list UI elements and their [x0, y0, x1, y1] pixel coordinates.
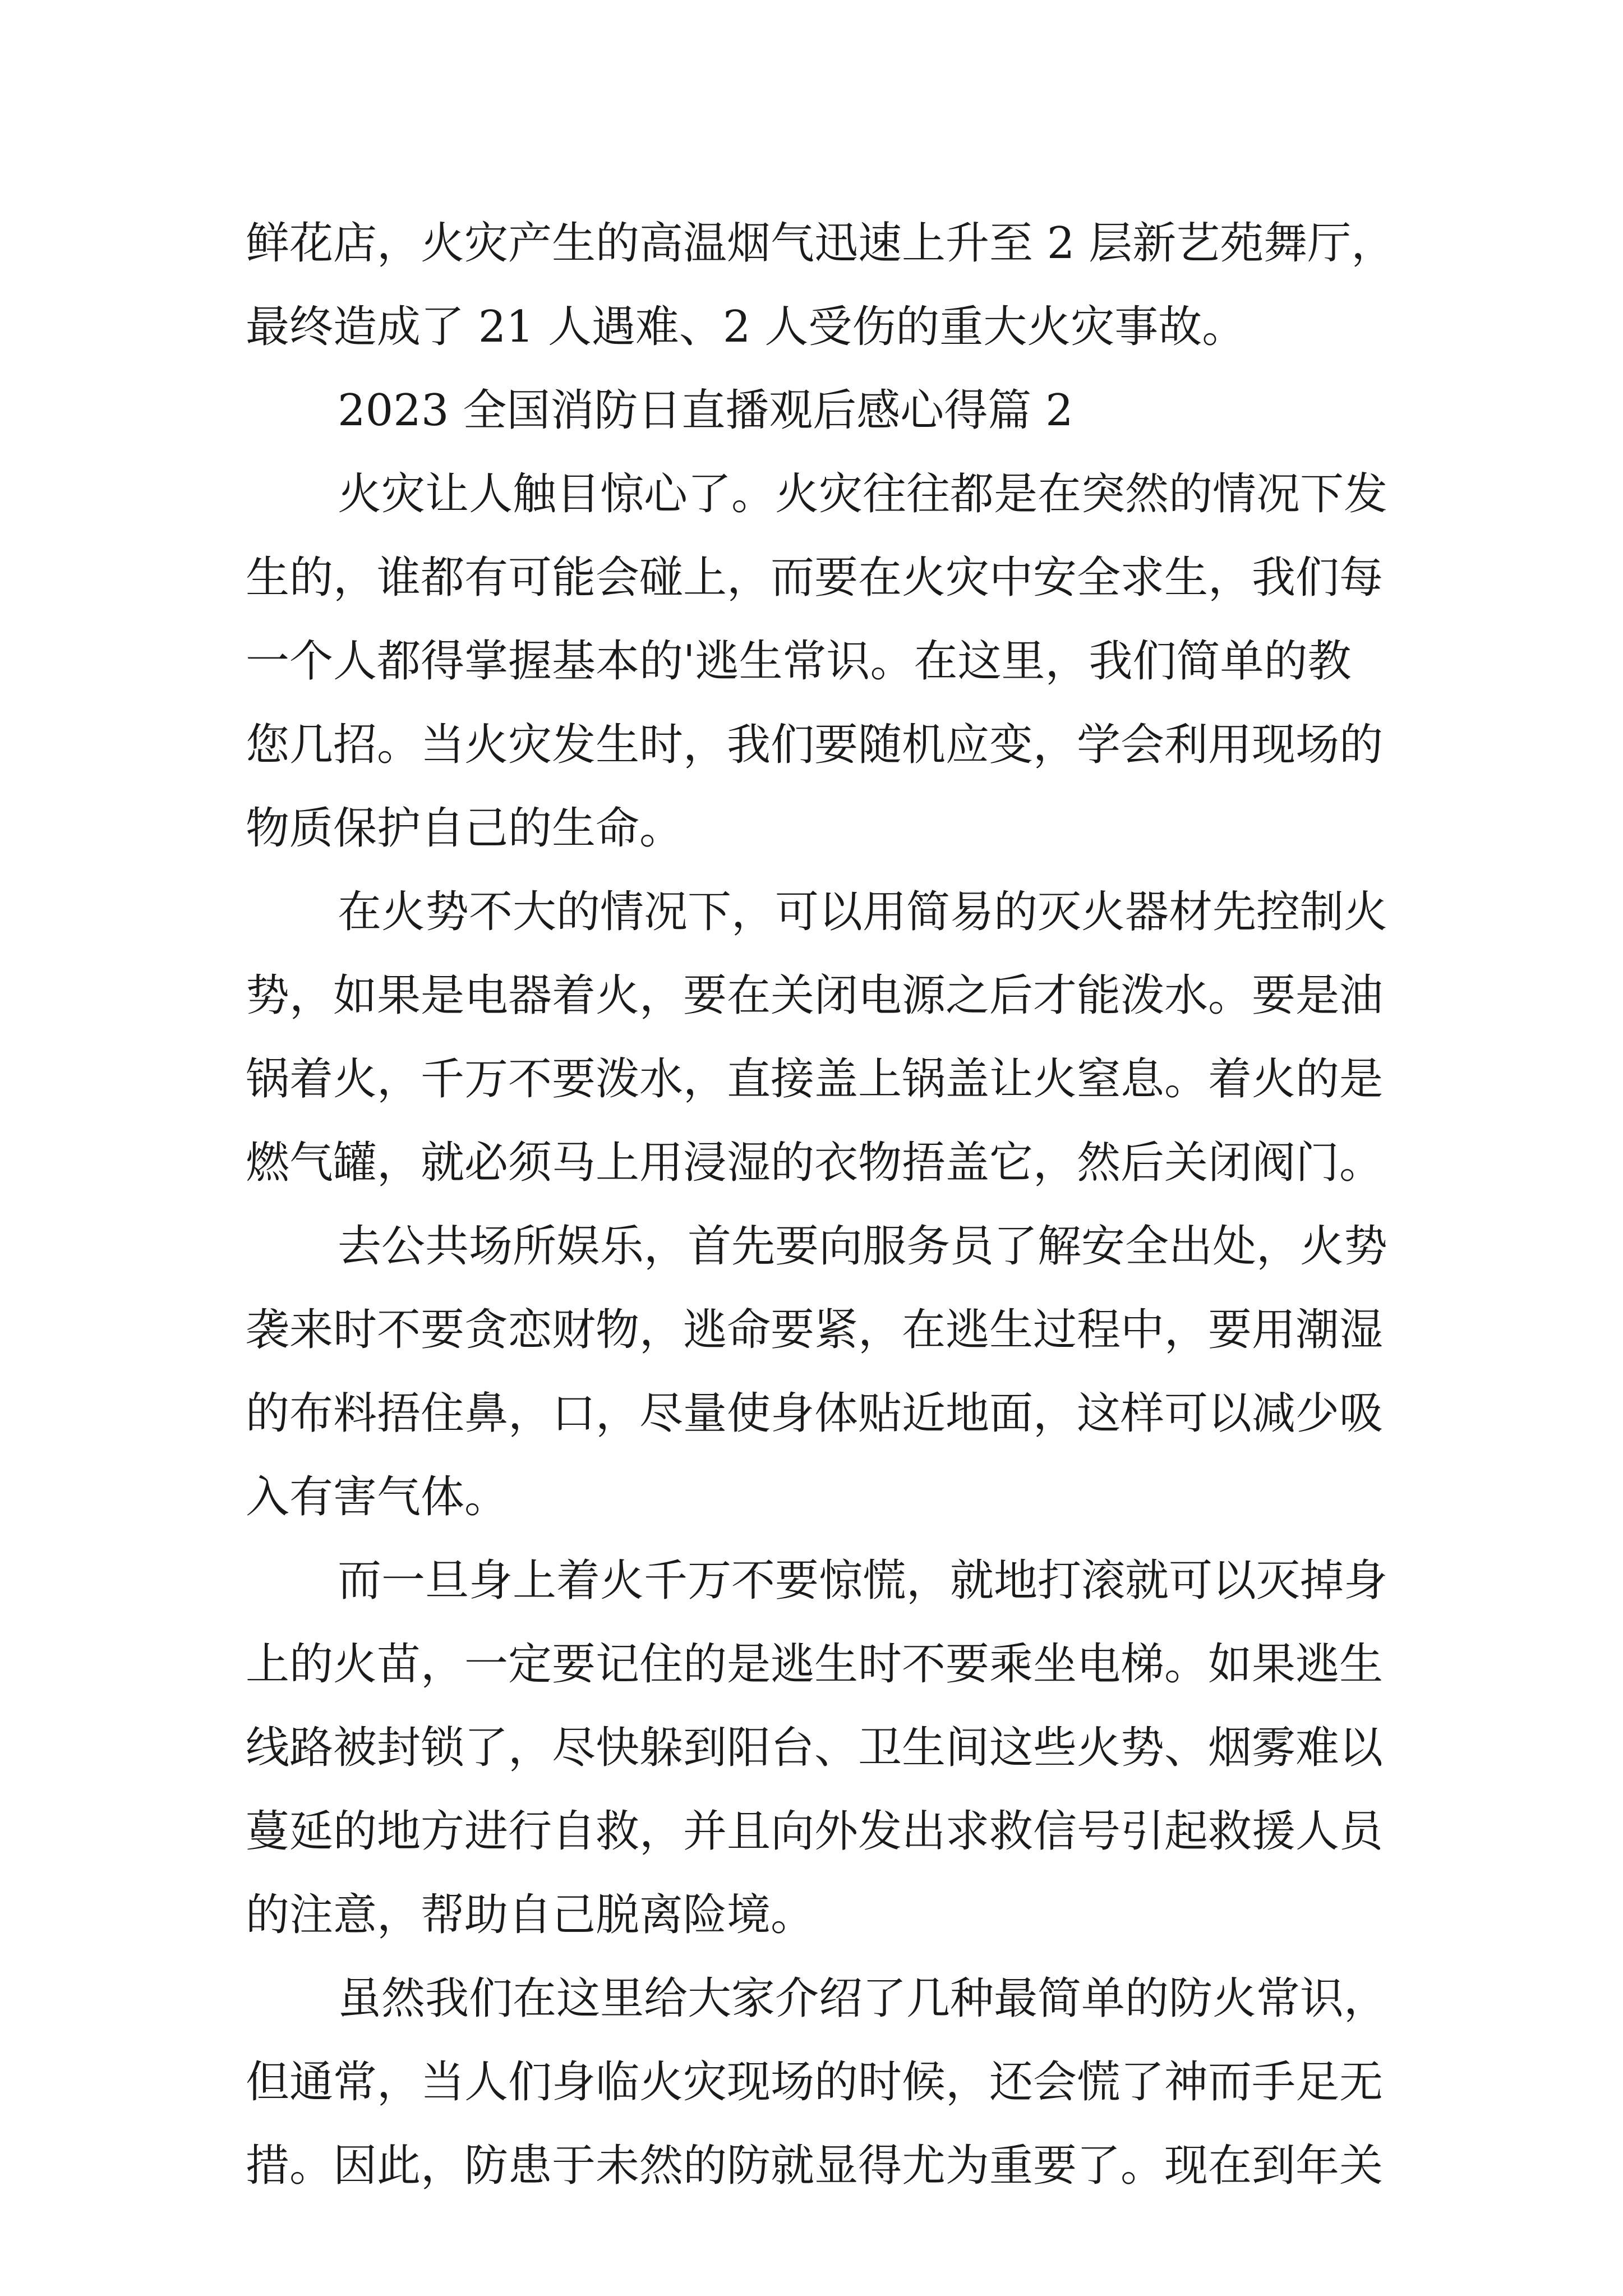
body-text: [246, 202, 1395, 2208]
text-line: 锅着火，千万不要泼水，直接盖上锅盖让火窒息。着火的是: [246, 1054, 1384, 1105]
section-heading: 2023 全国消防日直播观后感心得篇 2: [338, 385, 1073, 436]
text-line: 袭来时不要贪恋财物，逃命要紧，在逃生过程中，要用潮湿: [246, 1305, 1384, 1355]
text-line: 措。因此，防患于未然的防就显得尤为重要了。现在到年关: [246, 2141, 1384, 2191]
text-line: 火灾让人触目惊心了。火灾往往都是在突然的情况下发: [338, 469, 1388, 519]
text-line: 线路被封锁了，尽快躲到阳台、卫生间这些火势、烟雾难以: [246, 1723, 1384, 1773]
text-line: 而一旦身上着火千万不要惊慌，就地打滚就可以灭掉身: [338, 1556, 1388, 1606]
text-line: 但通常，当人们身临火灾现场的时候，还会慌了神而手足无: [246, 2057, 1384, 2108]
text-line: 燃气罐，就必须马上用浸湿的衣物捂盖它，然后关闭阀门。: [246, 1138, 1384, 1188]
text-line: 入有害气体。: [246, 1472, 509, 1522]
text-line: 生的，谁都有可能会碰上，而要在火灾中安全求生，我们每: [246, 553, 1384, 603]
text-line: 鲜花店，火灾产生的高温烟气迅速上升至 2 层新艺苑舞厅，: [246, 218, 1395, 269]
text-line: 上的火苗，一定要记住的是逃生时不要乘坐电梯。如果逃生: [246, 1639, 1384, 1690]
text-line: 虽然我们在这里给大家介绍了几种最简单的防火常识，: [338, 1973, 1388, 2024]
text-line: 蔓延的地方进行自救，并且向外发出求救信号引起救援人员: [246, 1806, 1384, 1857]
text-line: 势，如果是电器着火，要在关闭电源之后才能泼水。要是油: [246, 970, 1384, 1021]
text-line: 最终造成了 21 人遇难、2 人受伤的重大火灾事故。: [246, 302, 1246, 352]
text-line: 在火势不大的情况下，可以用简易的灭火器材先控制火: [338, 887, 1388, 937]
text-line: 物质保护自己的生命。: [246, 803, 684, 854]
text-line: 的注意，帮助自己脱离险境。: [246, 1890, 815, 1940]
text-line: 的布料捂住鼻，口，尽量使身体贴近地面，这样可以减少吸: [246, 1388, 1384, 1439]
text-line: 去公共场所娱乐，首先要向服务员了解安全出处，火势: [338, 1221, 1388, 1272]
text-line: 您几招。当火灾发生时，我们要随机应变，学会利用现场的: [246, 720, 1384, 770]
text-line: 一个人都得掌握基本的'逃生常识。在这里，我们简单的教: [246, 636, 1352, 687]
